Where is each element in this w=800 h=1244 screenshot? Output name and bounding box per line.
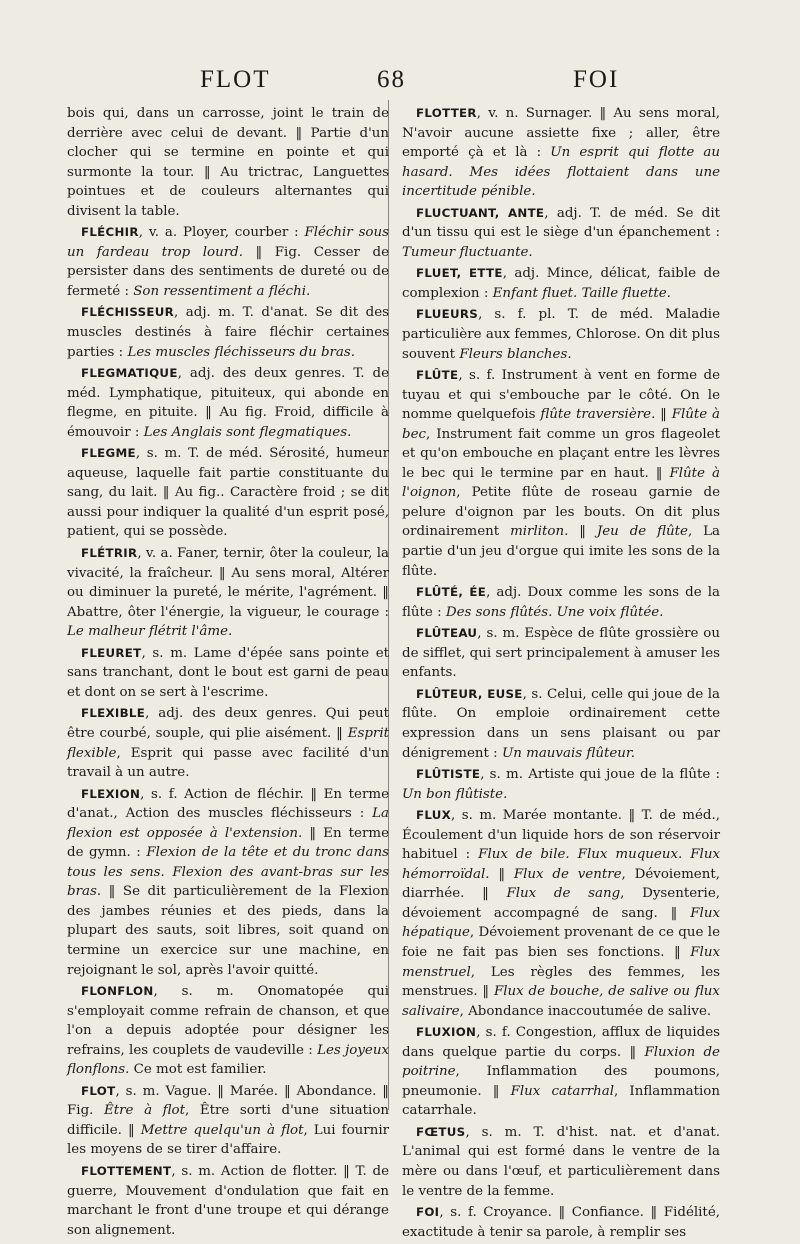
entry-text: , s. f. Croyance. ‖ Confiance. ‖ Fidélité, exactitude à tenir sa parole, à remplir ses (402, 1205, 720, 1240)
dictionary-entry (67, 364, 389, 442)
dictionary-entry (67, 223, 389, 301)
entry-text: , s. m. T. de méd. Sérosité, humeur aqueuse, laquelle fait partie constituante du sang, du lait. ‖ Au fig.. Caractère froid ; se dit aussi pour indiquer la qualité d'un esprit posé, patient, qui se possède. (67, 446, 389, 540)
dictionary-entry (402, 204, 720, 263)
entry-headword: FLOT (81, 1083, 116, 1098)
entry-headword: FLEGMATIQUE (81, 366, 178, 381)
entry-text: ‖ Fig. Cesser de persister dans des sentiments de dureté ou de fermeté : (67, 244, 390, 299)
entry-text: bois qui, dans un carrosse, joint le train de derrière avec celui de devant. ‖ Partie d'un clocher qui se termine en pointe et qui surmonte la tour. ‖ Au trictrac, Languettes pointues et de couleurs alternantes qui divisent la table. (67, 106, 389, 219)
left-column (67, 104, 389, 1242)
entry-text: , s. m. Vague. ‖ Marée. ‖ Abondance. ‖ Fig. (67, 1083, 389, 1119)
dictionary-entry (402, 366, 720, 581)
entry-text: , Dysenterie, dévoiement accompagné de sang. ‖ (402, 886, 721, 921)
entry-example: Flux de bouche, de salive ou flux salivaire (402, 984, 720, 1019)
entry-headword: FLONFLON (81, 984, 154, 999)
dictionary-entry (67, 785, 389, 980)
entry-example: Flux catarrhal (510, 1083, 615, 1099)
entry-text: , adj. m. T. d'anat. Se dit des muscles destinés à faire fléchir certaines parties : (67, 305, 389, 360)
entry-example: Un bon flûtiste. (402, 786, 508, 802)
entry-example: Flexion de la tête et du tronc dans tous les sens. Flexion des avant-bras sur les bras. (67, 845, 389, 900)
entry-text: , s. f. Congestion, afflux de liquides dans quelque partie du corps. ‖ (402, 1025, 720, 1060)
entry-text: , s. m. Lame d'épée sans pointe et sans tranchant, dont le bout est garni de peau et dont on se sert à l'escrime. (67, 645, 389, 700)
entry-text: , Inflammation catarrhale. (402, 1083, 720, 1119)
entry-headword: FLÛTÉ, ÉE (416, 585, 487, 600)
entry-text: , adj. des deux genres. T. de méd. Lymphatique, pituiteux, qui abonde en flegme, en pituite. ‖ Au fig. Froid, difficile à émouvoir : (67, 366, 389, 440)
entry-text: ‖ En terme de gymn. : (67, 825, 389, 861)
entry-text: , adj. Mince, délicat, faible de complexion : (402, 266, 721, 301)
entry-headword: FLÛTISTE (416, 767, 481, 782)
entry-example: Fleurs blanches. (459, 346, 572, 362)
entry-text: , v. a. Faner, ternir, ôter la couleur, la vivacité, la fraîcheur. ‖ Au sens moral, Altérer ou diminuer la pureté, le mérite, l'agrément. ‖ Abattre, ôter l'énergie, la vigueur, le courage : (67, 546, 389, 620)
entry-text: , Petite flûte de roseau garnie de pelure d'oignon par les bouts. On dit plus ordinairement (402, 485, 720, 540)
entry-example: Tumeur fluctuante. (402, 244, 533, 260)
entry-example: flûte traversière. (540, 407, 656, 423)
entry-example: Fléchir sous un fardeau trop lourd. (67, 225, 389, 260)
header-right-word: FOI (573, 66, 620, 93)
entry-text: , s. m. Action de flotter. ‖ T. de guerre, Mouvement d'ondulation que fait en marchant le front d'une troupe et qui dérange son alignement. (67, 1163, 389, 1238)
entry-headword: FLOTTEMENT (81, 1163, 172, 1178)
entry-headword: FLUCTUANT, ANTE (416, 205, 545, 220)
entry-example: Des sons flûtés. Une voix flûtée. (445, 604, 664, 620)
dictionary-entry (67, 644, 389, 703)
entry-text: , Abondance inaccoutumée de salive. (459, 1003, 712, 1019)
entry-text: , La partie d'un jeu d'orgue qui imite les sons de la flûte. (402, 524, 721, 579)
entry-text: , s. m. Espèce de flûte grossière ou de sifflet, qui sert principalement à amuser les enfants. (402, 626, 720, 681)
entry-text: , Lui fournir les moyens de se tirer d'affaire. (67, 1122, 389, 1158)
entry-example: Flux de sang (506, 886, 621, 902)
dictionary-entry (402, 305, 720, 364)
entry-text: , Dévoiement, diarrhée. ‖ (402, 866, 720, 902)
entry-headword: FLEURET (81, 645, 142, 660)
entry-headword: FLOTTER (416, 106, 477, 120)
dictionary-entry (402, 765, 720, 804)
entry-text: ‖ (655, 407, 672, 423)
entry-headword: FLEXIBLE (81, 706, 146, 721)
dictionary-entry (67, 303, 389, 362)
entry-headword: FLÉCHIR (81, 225, 139, 240)
dictionary-entry (402, 624, 720, 683)
entry-text: , adj. Doux comme les sons de la flûte : (402, 585, 720, 620)
dictionary-entry (67, 444, 389, 542)
entry-headword: FLEGME (81, 446, 136, 461)
entry-example: Fluxion de poitrine (402, 1044, 720, 1080)
entry-example: mirliton. (510, 524, 569, 540)
dictionary-entry (402, 583, 720, 622)
entry-example: Flûte à bec (402, 407, 720, 442)
entry-text: , s. Celui, celle qui joue de la flûte. On emploie ordinairement cette expression dans un sens plaisant ou par dénigrement : (402, 686, 720, 761)
entry-example: Son ressentiment a fléchi. (133, 283, 311, 299)
entry-text: , Être sorti d'une situation difficile. ‖ (67, 1103, 390, 1138)
dictionary-entry (402, 806, 720, 1021)
dictionary-entry (402, 104, 720, 202)
dictionary-entry (402, 1123, 720, 1201)
entry-text: , adj. T. de méd. Se dit d'un tissu qui est le siège d'un épanchement : (402, 205, 720, 241)
entry-text: , s. f. Action de fléchir. ‖ En terme d'anat., Action des muscles fléchisseurs : (67, 786, 389, 822)
entry-example: Les Anglais sont flegmatiques. (143, 424, 352, 440)
entry-headword: FLÉTRIR (81, 546, 138, 561)
entry-example: Jeu de flûte (596, 524, 688, 540)
entry-text: , Esprit qui passe avec facilité d'un travail à un autre. (67, 745, 389, 781)
entry-example: Flux de ventre (513, 866, 622, 882)
entry-text: , s. m. Onomatopée qui s'employait comme refrain de chanson, et que l'on a depuis adoptée pour désigner les refrains, les couplets de vaudeville : (67, 984, 389, 1058)
entry-text: , Les règles des femmes, les menstrues. ‖ (402, 964, 720, 1000)
entry-example: Un mauvais flûteur. (501, 745, 636, 761)
entry-headword: FLUET, ETTE (416, 266, 503, 281)
entry-text: , adj. des deux genres. Qui peut être courbé, souple, qui plie aisément. ‖ (67, 706, 389, 741)
entry-example: Flux de bile. Flux muqueux. Flux hémorroïdal. (402, 847, 720, 882)
entry-example: Flux hépatique (402, 905, 720, 941)
entry-text: ‖ (489, 866, 514, 882)
entry-example: Être à flot (104, 1103, 186, 1119)
entry-example: Le malheur flétrit l'âme. (67, 624, 233, 640)
entry-example: Un esprit qui flotte au hasard. Mes idées flottaient dans une incertitude pénible. (402, 145, 721, 200)
entry-text: , Inflammation des poumons, pneumonie. ‖ (402, 1064, 720, 1099)
dictionary-entry (402, 1203, 720, 1242)
entry-headword: FŒTUS (416, 1124, 466, 1139)
entry-example: Enfant fluet. Taille fluette. (492, 285, 671, 301)
running-header (0, 66, 800, 96)
entry-headword: FLUXION (416, 1025, 477, 1040)
entry-text: , Dévoiement provenant de ce que le foie ne fait pas bien ses fonctions. ‖ (402, 925, 720, 960)
entry-example: Esprit flexible (67, 725, 389, 761)
entry-text: ‖ (568, 524, 597, 540)
page-number: 68 (377, 66, 406, 93)
entry-text: , s. m. Artiste qui joue de la flûte : (480, 767, 720, 783)
entry-example: Flux menstruel (402, 944, 720, 980)
dictionary-entry (67, 104, 389, 221)
dictionary-entry (67, 1082, 389, 1160)
entry-headword: FLÉCHISSEUR (81, 305, 175, 320)
dictionary-entry (402, 685, 720, 763)
entry-headword: FLÛTEAU (416, 626, 478, 641)
dictionary-entry (67, 544, 389, 642)
dictionary-entry (67, 982, 389, 1080)
dictionary-entry (402, 264, 720, 303)
entry-text: , s. f. Instrument à vent en forme de tuyau et qui s'embouche par le côté. On le nomme quelquefois (402, 368, 720, 423)
entry-headword: FLUEURS (416, 307, 479, 322)
entry-text: Ce mot est familier. (129, 1062, 267, 1078)
entry-headword: FLÛTEUR, EUSE (416, 686, 523, 701)
entry-text: ‖ Se dit particulièrement de la Flexion des jambes réunies et des pieds, dans la plupart des sauts, soit libres, soit quand on termine un exercice sur une machine, en rejoignant le sol, après l'avoir quitté. (67, 884, 389, 978)
entry-headword: FLUX (416, 808, 452, 823)
entry-example: Flûte à l'oignon (402, 465, 720, 501)
entry-example: Les muscles fléchisseurs du bras. (127, 344, 356, 360)
entry-example: Mettre quelqu'un à flot (140, 1122, 304, 1138)
entry-headword: FOI (416, 1205, 440, 1220)
entry-text: , v. a. Ployer, courber : (138, 225, 305, 241)
entry-text: , v. n. Surnager. ‖ Au sens moral, N'avoir aucune assiette fixe ; aller, être emporté çà et là : (402, 106, 720, 161)
header-left-word: FLOT (200, 66, 271, 93)
entry-text: , s. m. Marée montante. ‖ T. de méd., Écoulement d'un liquide hors de son réservoir habituel : (402, 808, 720, 863)
dictionary-entry (402, 1023, 720, 1121)
entry-text: , Instrument fait comme un gros flageolet et qu'on embouche en plaçant entre les lèvres le bec qui le termine par en haut. ‖ (402, 426, 720, 481)
dictionary-entry (67, 704, 389, 782)
entry-example: Les joyeux flonflons. (67, 1042, 389, 1078)
dictionary-entry (67, 1162, 389, 1240)
entry-text: , s. f. pl. T. de méd. Maladie particulière aux femmes, Chlorose. On dit plus souvent (402, 307, 720, 362)
right-column (402, 104, 720, 1244)
entry-headword: FLÛTE (416, 368, 459, 383)
entry-headword: FLEXION (81, 786, 141, 801)
entry-text: , s. m. T. d'hist. nat. et d'anat. L'animal qui est formé dans le ventre de la mère ou dans l'œuf, et particulièrement dans le ventre de la femme. (402, 1124, 720, 1199)
entry-example: La flexion est opposée à l'extension. (67, 806, 389, 841)
